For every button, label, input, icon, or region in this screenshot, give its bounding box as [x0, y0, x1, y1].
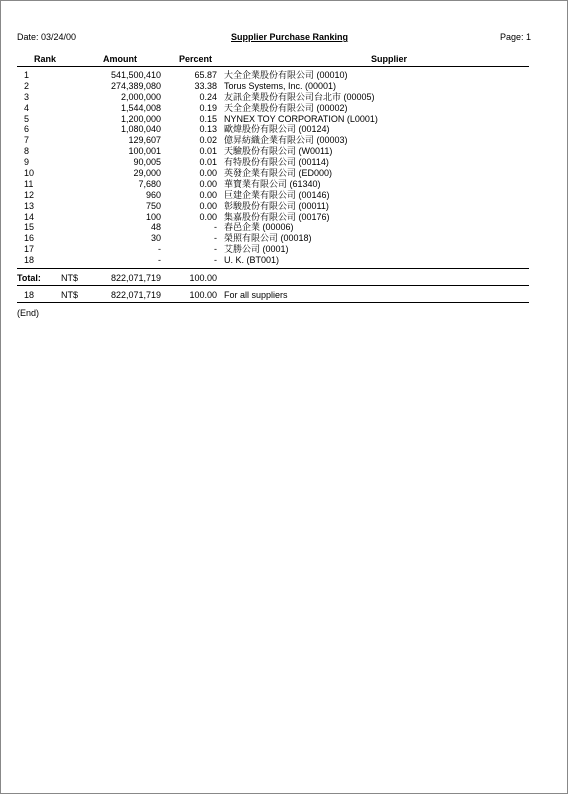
rank-cell: 15 — [24, 222, 35, 233]
supplier-cell: 華寶業有限公司 (61340) — [224, 178, 321, 189]
total-percent: 100.00 — [189, 273, 217, 283]
rank-cell: 11 — [24, 178, 34, 189]
percent-cell: 65.87 — [194, 70, 217, 80]
report-date: Date: 03/24/00 — [17, 32, 77, 42]
table-row — [1, 168, 567, 179]
percent-cell: 0.00 — [199, 168, 217, 179]
total-label: Total: — [17, 273, 41, 283]
supplier-cell: 彰駿股份有限公司 (00011) — [224, 200, 329, 211]
amount-cell: - — [158, 244, 161, 255]
supplier-cell: 有特股份有限公司 (00114) — [224, 157, 329, 168]
table-row — [1, 255, 567, 266]
report-title: Supplier Purchase Ranking — [231, 32, 349, 42]
percent-cell: 33.38 — [194, 80, 217, 91]
table-row — [1, 114, 567, 125]
table-row — [1, 81, 567, 92]
percent-cell: 0.24 — [199, 91, 217, 102]
amount-cell: 1,080,040 — [120, 124, 161, 135]
percent-cell: 0.00 — [199, 178, 217, 189]
rank-cell: 14 — [24, 211, 35, 222]
percent-cell: 0.19 — [199, 102, 217, 113]
amount-cell: - — [158, 255, 161, 266]
amount-cell: 2,000,000 — [120, 91, 161, 102]
table-row — [1, 146, 567, 157]
supplier-cell: 艾勝公司 (0001) — [224, 244, 289, 255]
percent-cell: 0.00 — [199, 211, 217, 222]
table-row — [1, 70, 567, 81]
column-header-rank: Rank — [34, 54, 57, 64]
rank-cell: 16 — [24, 233, 35, 244]
supplier-cell: NYNEX TOY CORPORATION (L0001) — [224, 113, 378, 124]
supplier-cell: 歐煒股份有限公司 (00124) — [224, 124, 330, 135]
amount-cell: 100 — [145, 211, 161, 222]
percent-cell: 0.00 — [199, 200, 217, 211]
table-row — [1, 103, 567, 114]
rank-cell: 4 — [24, 102, 30, 113]
amount-cell: 960 — [145, 189, 161, 200]
table-row — [1, 212, 567, 223]
table-row — [1, 92, 567, 103]
column-header-percent: Percent — [179, 54, 213, 64]
amount-cell: 90,005 — [133, 157, 161, 168]
amount-cell: 100,001 — [128, 146, 161, 157]
table-row — [1, 244, 567, 255]
summary-percent: 100.00 — [189, 290, 217, 300]
supplier-cell: 集嘉股份有限公司 (00176) — [224, 211, 330, 222]
rank-cell: 5 — [24, 113, 30, 124]
supplier-cell: 英發企業有限公司 (ED000) — [224, 168, 333, 179]
supplier-cell: 大全企業股份有限公司 (00010) — [224, 70, 348, 80]
amount-cell: 541,500,410 — [110, 70, 161, 80]
percent-cell: 0.15 — [199, 113, 217, 124]
amount-cell: 1,544,008 — [120, 102, 161, 113]
supplier-cell: U. K. (BT001) — [224, 255, 280, 266]
amount-cell: 30 — [150, 233, 161, 244]
percent-cell: 0.01 — [199, 146, 217, 157]
header-divider — [17, 66, 529, 67]
rank-cell: 3 — [24, 91, 30, 102]
table-row — [1, 233, 567, 244]
supplier-cell: 友訊企業股份有限公司台北市 (00005) — [224, 91, 375, 102]
rank-cell: 2 — [24, 80, 30, 91]
supplier-cell: 春邑企業 (00006) — [224, 222, 294, 233]
percent-cell: 0.01 — [199, 157, 217, 168]
column-header-supplier: Supplier — [371, 54, 408, 64]
rank-cell: 8 — [24, 146, 30, 157]
rank-cell: 12 — [24, 189, 35, 200]
rank-cell: 10 — [24, 168, 35, 179]
supplier-cell: 巨建企業有限公司 (00146) — [224, 189, 330, 200]
column-header-amount: Amount — [103, 54, 137, 64]
total-divider-bottom — [17, 285, 529, 286]
percent-cell: 0.00 — [199, 189, 217, 200]
page-number: Page: 1 — [500, 32, 532, 42]
total-divider-top — [17, 268, 529, 269]
amount-cell: 750 — [145, 200, 161, 211]
table-row — [1, 179, 567, 190]
amount-cell: 1,200,000 — [120, 113, 161, 124]
summary-divider — [17, 302, 529, 303]
amount-cell: 48 — [150, 222, 161, 233]
percent-cell: - — [214, 222, 217, 233]
rank-cell: 9 — [24, 157, 30, 168]
percent-cell: 0.13 — [199, 124, 217, 135]
total-amount: 822,071,719 — [110, 273, 161, 283]
table-row — [1, 135, 567, 146]
rank-cell: 18 — [24, 255, 35, 266]
percent-cell: - — [214, 233, 217, 244]
amount-cell: 274,389,080 — [110, 80, 161, 91]
rank-cell: 13 — [24, 200, 35, 211]
total-currency: NT$ — [61, 273, 79, 283]
amount-cell: 29,000 — [133, 168, 161, 179]
table-row — [1, 157, 567, 168]
rank-cell: 1 — [24, 70, 30, 80]
table-row — [1, 124, 567, 135]
table-row — [1, 201, 567, 212]
amount-cell: 129,607 — [128, 135, 161, 146]
rank-cell: 7 — [24, 135, 30, 146]
amount-cell: 7,680 — [138, 178, 161, 189]
ranking-table — [1, 70, 567, 266]
percent-cell: - — [214, 255, 217, 266]
rank-cell: 6 — [24, 124, 30, 135]
summary-label: For all suppliers — [224, 290, 288, 300]
summary-currency: NT$ — [61, 290, 79, 300]
rank-cell: 17 — [24, 244, 35, 255]
supplier-cell: 億昇紡織企業有限公司 (00003) — [224, 135, 348, 146]
percent-cell: 0.02 — [199, 135, 217, 146]
table-row — [1, 190, 567, 201]
percent-cell: - — [214, 244, 217, 255]
table-row — [1, 222, 567, 233]
end-marker: (End) — [17, 308, 40, 318]
summary-count: 18 — [24, 290, 35, 300]
supplier-cell: Torus Systems, Inc. (00001) — [224, 80, 337, 91]
supplier-cell: 天驗股份有限公司 (W0011) — [224, 146, 333, 157]
supplier-cell: 榮照有限公司 (00018) — [224, 233, 312, 244]
summary-amount: 822,071,719 — [110, 290, 161, 300]
supplier-cell: 天全企業股份有限公司 (00002) — [224, 102, 348, 113]
